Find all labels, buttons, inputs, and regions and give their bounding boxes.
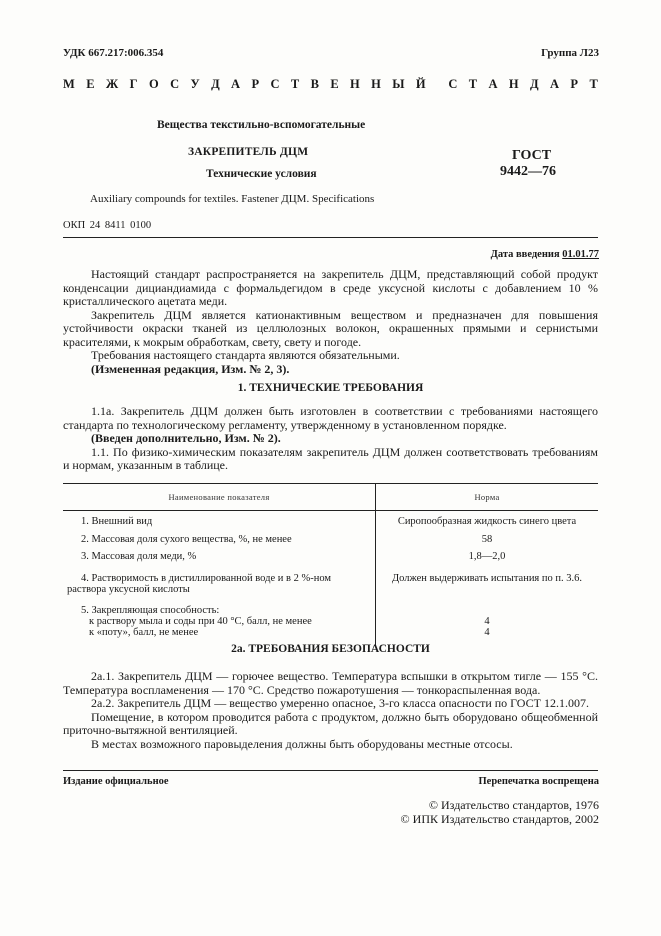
copyright-line: © Издательство стандартов, 1976	[428, 798, 599, 812]
section-heading: 2а. ТРЕБОВАНИЯ БЕЗОПАСНОСТИ	[231, 643, 430, 655]
divider	[63, 237, 598, 238]
banner-letter: Н	[508, 77, 519, 91]
banner-letter: Д	[211, 77, 220, 91]
cell-line: 4	[484, 616, 490, 627]
banner-letter: С	[448, 77, 458, 91]
table-cell-norm	[376, 599, 599, 646]
table-cell-name	[63, 599, 376, 646]
banner-letter: Т	[290, 77, 300, 91]
table-cell-norm: 1,8—2,0	[468, 551, 506, 562]
paragraph: Помещение, в котором проводится работа с продуктом, должно быть оборудовано общеобменной приточно-вытяжной вентиляцией.	[63, 709, 598, 737]
banner-letter: Р	[251, 77, 260, 91]
table-cell-norm: 58	[481, 534, 493, 545]
cell-line: к «поту», балл, не менее	[89, 627, 199, 638]
gost-label: ГОСТ	[512, 148, 552, 163]
banner-letter: О	[148, 77, 159, 91]
banner-letter: Г	[129, 77, 138, 91]
paragraph: 2а.2. Закрепитель ДЦМ — вещество умеренно опасное, 3-го класса опасности по ГОСТ 12.1.007.	[91, 696, 589, 710]
banner-letter: М	[63, 77, 75, 91]
table-row	[63, 570, 598, 599]
banner-letter: Й	[415, 77, 426, 91]
intro-section	[63, 268, 598, 376]
paragraph: 1.1а. Закрепитель ДЦМ должен быть изготовлен в соответствии с требованиями настоящего стандарта по технологическому регламенту, утвержденному в установленном порядке.	[63, 404, 598, 432]
column-header-name: Наименование показателя	[63, 484, 376, 511]
amendment-note: (Введен дополнительно, Изм. № 2).	[91, 431, 281, 445]
group-code: Группа Л23	[541, 47, 599, 59]
table-row	[63, 511, 598, 535]
date-of-introduction	[491, 249, 599, 260]
requirements-table	[63, 483, 598, 646]
banner-letter: Р	[570, 77, 579, 91]
table-cell-norm: Должен выдерживать испытания по п. 3.6.	[391, 573, 583, 584]
document-title: ЗАКРЕПИТЕЛЬ ДЦМ	[188, 146, 309, 158]
banner-letter: Т	[468, 77, 478, 91]
section1-body	[63, 405, 598, 473]
banner-letter: А	[488, 77, 498, 91]
table-cell-name: 1. Внешний вид	[63, 511, 376, 535]
paragraph: 1.1. По физико-химическим показателям закрепитель ДЦМ должен соответствовать требованиям и нормам, указанным в таблице.	[63, 444, 598, 472]
table-header-row	[63, 484, 598, 511]
document-category: Вещества текстильно-вспомогательные	[157, 119, 366, 131]
banner-letter: Е	[330, 77, 339, 91]
banner-letter: У	[190, 77, 200, 91]
document-subtitle: Технические условия	[206, 168, 317, 180]
divider	[63, 770, 598, 771]
cell-line: 4. Растворимость в дистиллированной воде и в 2 %-ном	[81, 573, 332, 584]
cell-line: к раствору мыла и соды при 40 °С, балл, не менее	[89, 616, 312, 627]
section2-body	[63, 670, 598, 751]
banner-letter: А	[550, 77, 560, 91]
official-edition-note: Издание официальное	[63, 776, 169, 787]
paragraph: Закрепитель ДЦМ является катионактивным веществом и предназначен для повышения устойчивости окраски тканей из целлюлозных волокон, окрашенных прямыми и сернистыми красителями, к мокрым обработкам, свету, свету и погоде.	[63, 307, 598, 349]
udk-code: УДК 667.217:006.354	[63, 47, 164, 59]
table-cell-norm: Сиропообразная жидкость синего цвета	[397, 516, 577, 527]
column-header-norm: Норма	[376, 484, 599, 511]
paragraph: Настоящий стандарт распространяется на закрепитель ДЦМ, представляющий собой продукт конденсации дициандиамида с формальдегидом в среде уксусной кислоты с добавлением 10 % кристаллического ацетата меди.	[63, 267, 598, 308]
banner-letter: Н	[350, 77, 360, 91]
banner-letter: Ы	[392, 77, 405, 91]
standard-type-banner	[63, 77, 598, 92]
english-title: Auxiliary compounds for textiles. Fastener ДЦМ. Specifications	[90, 193, 375, 205]
cell-line: раствора уксусной кислоты	[67, 584, 190, 595]
paragraph: Требования настоящего стандарта являются обязательными.	[91, 348, 400, 362]
banner-letter: Т	[589, 77, 598, 91]
paragraph: 2а.1. Закрепитель ДЦМ — горючее вещество. Температура вспышки в открытом тигле — 155 °С. Температура воспламенения — 170 °С. Средство пожаротушения — тонкораспыленная вода.	[63, 669, 598, 697]
banner-letter: Е	[86, 77, 95, 91]
banner-letter: Н	[371, 77, 381, 91]
banner-letter: С	[170, 77, 180, 91]
banner-letter: В	[310, 77, 319, 91]
section-heading: 1. ТЕХНИЧЕСКИЕ ТРЕБОВАНИЯ	[237, 382, 424, 394]
table-cell-name	[63, 570, 376, 599]
reprint-prohibited-note: Перепечатка воспрещена	[478, 776, 599, 787]
copyright-line: © ИПК Издательство стандартов, 2002	[400, 812, 599, 826]
table-row	[63, 534, 598, 551]
banner-letter: А	[231, 77, 241, 91]
okp-code: ОКП 24 8411 0100	[63, 220, 152, 231]
table-cell-name: 3. Массовая доля меди, %	[63, 551, 376, 570]
cell-line: 4	[484, 627, 490, 638]
date-value: 01.01.77	[562, 249, 599, 260]
cell-line: 5. Закрепляющая способность:	[81, 605, 220, 616]
table-cell-name: 2. Массовая доля сухого вещества, %, не менее	[63, 534, 376, 551]
banner-letter: Ж	[105, 77, 119, 91]
paragraph: В местах возможного паровыделения должны быть оборудованы местные отсосы.	[91, 736, 513, 751]
banner-letter: С	[270, 77, 280, 91]
table-row	[63, 551, 598, 570]
gost-number: 9442—76	[500, 164, 556, 179]
date-label: Дата введения	[490, 249, 560, 260]
table-row	[63, 599, 598, 646]
banner-letter: Д	[530, 77, 539, 91]
amendment-note: (Измененная редакция, Изм. № 2, 3).	[91, 361, 290, 376]
